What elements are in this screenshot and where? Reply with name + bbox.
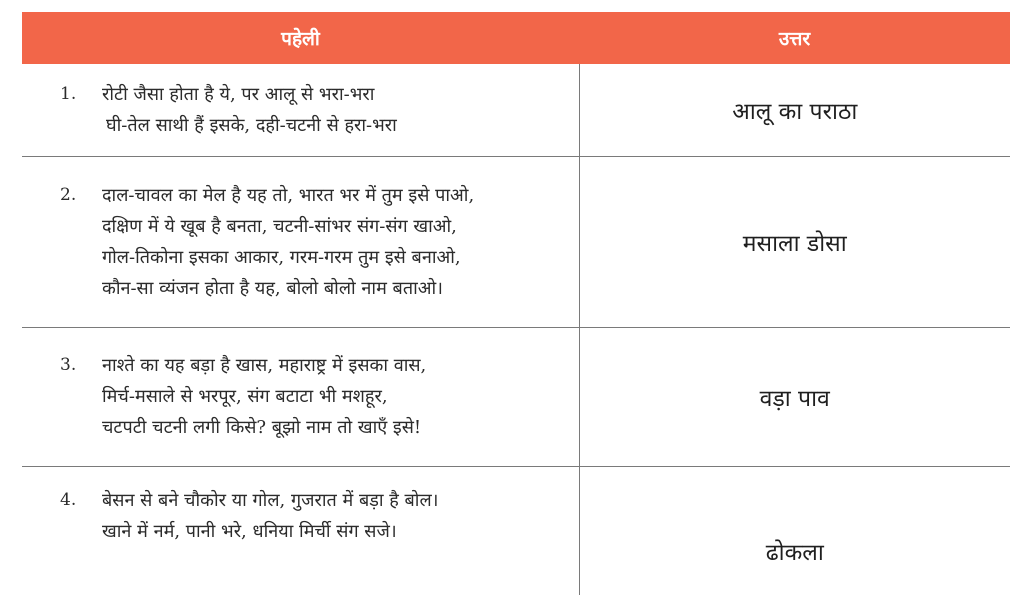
riddle-line: घी-तेल साथी हैं इसके, दही-चटनी से हरा-भरा	[106, 114, 397, 136]
riddle-cell	[22, 327, 579, 466]
riddle-line: गोल-तिकोना इसका आकार, गरम-गरम तुम इसे बनाओ,	[102, 246, 461, 268]
answer-cell: मसाला डोसा	[579, 156, 1010, 327]
table-row	[22, 327, 1010, 466]
riddle-number: 3.	[60, 355, 77, 375]
table-row	[22, 466, 1010, 595]
riddle-line: कौन-सा व्यंजन होता है यह, बोलो बोलो नाम बताओ।	[102, 277, 443, 299]
riddle-line: चटपटी चटनी लगी किसे? बूझो नाम तो खाएँ इसे!	[102, 417, 422, 438]
riddle-line: दाल-चावल का मेल है यह तो, भारत भर में तुम इसे पाओ,	[102, 184, 475, 206]
answer-cell: आलू का पराठा	[579, 64, 1010, 156]
header-answer: उत्तर	[579, 12, 1010, 64]
riddle-line: रोटी जैसा होता है ये, पर आलू से भरा-भरा	[102, 83, 375, 105]
table-row	[22, 156, 1010, 327]
riddle-number: 1.	[60, 83, 77, 104]
riddle-line: दक्षिण में ये खूब है बनता, चटनी-सांभर संग-संग खाओ,	[102, 215, 457, 237]
riddle-line: मिर्च-मसाले से भरपूर, संग बटाटा भी मशहूर,	[102, 386, 388, 407]
riddle-line: नाश्ते का यह बड़ा है खास, महाराष्ट्र में इसका वास,	[102, 355, 427, 376]
answer-cell: ढोकला	[765, 539, 824, 566]
table-row	[22, 64, 1010, 156]
table-header-row	[22, 12, 1010, 64]
riddle-cell	[22, 64, 579, 156]
riddle-line: बेसन से बने चौकोर या गोल, गुजरात में बड़ा है बोल।	[102, 489, 439, 511]
riddle-line: खाने में नर्म, पानी भरे, धनिया मिर्ची संग सजे।	[102, 520, 397, 542]
riddle-table	[22, 12, 1010, 595]
header-riddle: पहेली	[22, 12, 579, 64]
riddle-cell	[22, 466, 579, 595]
riddle-cell	[22, 156, 579, 327]
riddle-number: 2.	[60, 184, 77, 205]
riddle-number: 4.	[60, 489, 77, 510]
answer-cell: वड़ा पाव	[579, 327, 1010, 466]
